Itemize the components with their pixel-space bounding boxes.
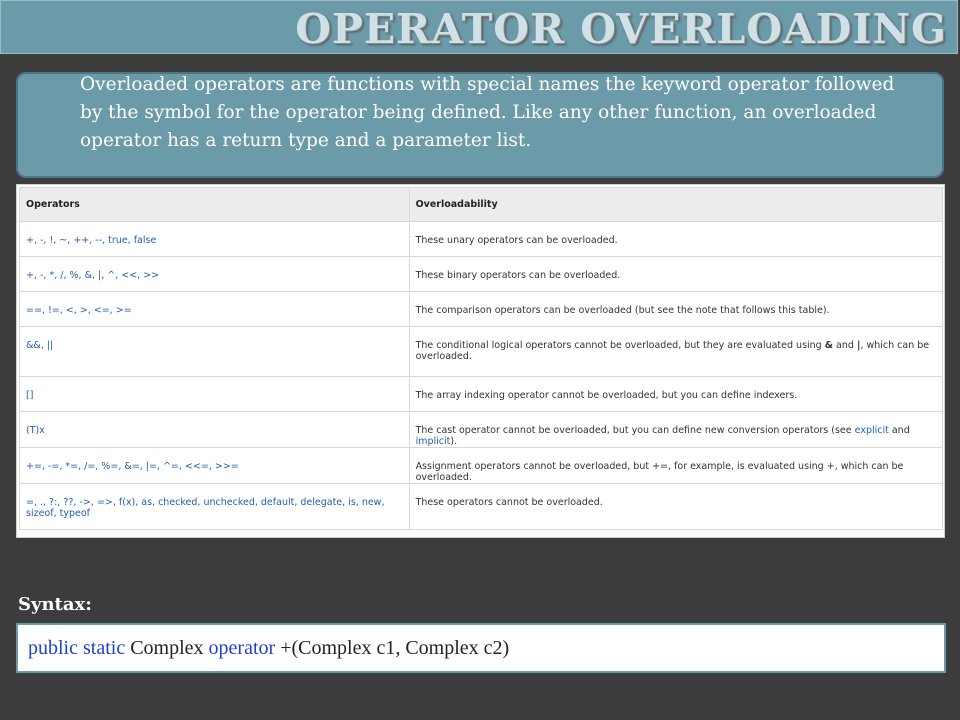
description-cell: These binary operators can be overloaded. xyxy=(409,257,942,292)
intro-text: Overloaded operators are functions with special names the keyword operator followed by the symbol for the operator being defined. Like any other function, an overloaded operator has a return type and a parameter list. xyxy=(80,74,895,151)
desc-text: and xyxy=(833,340,857,351)
description-cell: The comparison operators can be overloaded (but see the note that follows this table). xyxy=(409,292,942,327)
table-row xyxy=(20,292,943,327)
table-row xyxy=(20,412,943,448)
description-cell: These operators cannot be overloaded. xyxy=(409,484,942,530)
operators-cell: (T)x xyxy=(20,412,410,448)
bold-operator: & xyxy=(824,340,834,351)
description-cell xyxy=(409,412,942,448)
table-row xyxy=(20,327,943,377)
desc-text: and xyxy=(888,425,910,436)
description-cell: Assignment operators cannot be overloaded, but +=, for example, is evaluated using +, which can be overloaded. xyxy=(409,448,942,484)
table-row xyxy=(20,448,943,484)
operators-cell: +, -, !, ~, ++, --, true, false xyxy=(20,222,410,257)
table-row xyxy=(20,377,943,412)
bold-operator: | xyxy=(856,340,861,351)
operators-cell: =, ., ?:, ??, ->, =>, f(x), as, checked, unchecked, default, delegate, is, new, sizeof, typeof xyxy=(20,484,410,530)
table-row xyxy=(20,484,943,530)
table-row xyxy=(20,222,943,257)
header-operators: Operators xyxy=(20,188,410,222)
syntax-label: Syntax: xyxy=(18,594,92,615)
intro-box xyxy=(16,72,944,178)
operators-cell: &&, || xyxy=(20,327,410,377)
code-text: Complex xyxy=(125,637,209,659)
operators-cell: ==, !=, <, >, <=, >= xyxy=(20,292,410,327)
description-cell: The array indexing operator cannot be overloaded, but you can define indexers. xyxy=(409,377,942,412)
desc-text: The cast operator cannot be overloaded, but you can define new conversion operators (see xyxy=(415,425,855,436)
code-text: +(Complex c1, Complex c2) xyxy=(275,637,510,659)
operators-cell: +, -, *, /, %, &, |, ^, <<, >> xyxy=(20,257,410,292)
description-cell: These unary operators can be overloaded. xyxy=(409,222,942,257)
table-row xyxy=(20,257,943,292)
slide-title: OPERATOR OVERLOADING xyxy=(295,5,947,53)
explicit-link[interactable]: explicit xyxy=(854,425,889,436)
operators-cell: +=, -=, *=, /=, %=, &=, |=, ^=, <<=, >>= xyxy=(20,448,410,484)
syntax-code-box xyxy=(16,623,946,673)
desc-text: ). xyxy=(450,436,458,447)
header-overloadability: Overloadability xyxy=(409,188,942,222)
implicit-link[interactable]: implicit xyxy=(415,436,451,447)
description-cell xyxy=(409,327,942,377)
desc-text: The conditional logical operators cannot be overloaded, but they are evaluated using xyxy=(415,340,825,351)
desc-text: , which can be overloaded. xyxy=(415,340,930,362)
code-keyword: public static xyxy=(28,637,126,659)
code-keyword: operator xyxy=(208,637,276,659)
table-header-row xyxy=(20,188,943,222)
operators-table xyxy=(19,187,943,530)
operators-table-image xyxy=(16,184,945,538)
title-bar xyxy=(0,0,958,54)
syntax-code-line xyxy=(28,637,509,660)
operators-cell: [] xyxy=(20,377,410,412)
